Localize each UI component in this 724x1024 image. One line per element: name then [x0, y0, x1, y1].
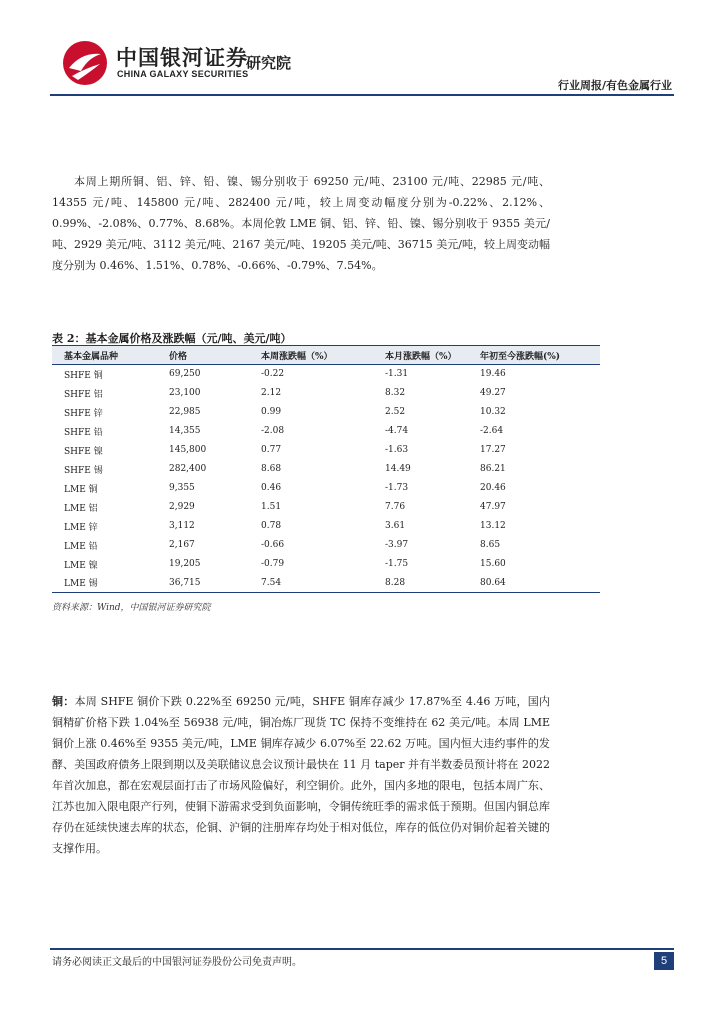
cell-monthly-change: 14.49 — [385, 464, 411, 474]
copper-text: 本周 SHFE 铜价下跌 0.22%至 69250 元/吨，SHFE 铜库存减少 17.87%至 4.46 万吨，国内铜精矿价格下跌 1.04%至 56938 元/吨，铜冶炼厂现货 TC 保持不变维持在 62 美元/吨。本周 LME 铜价上涨 0.46%至 9355 美元/吨，LME 铜库存减少 6.07%至 22.62 万吨。国内恒大违约事件的发酵、美国政府债务上限到期以及美联储议息会议预计最快在 11 月 taper 并有半数委员预计将在 2022 年首次加息，都在宏观层面打击了市场风险偏好，利空铜价。此外，国内多地的限电，包括本周广东、江苏也加入限电限产行列，使铜下游需求受到负面影响，令铜传统旺季的需求低于预期。但国内铜总库存仍在延续快速去库的状态，伦铜、沪铜的注册库存均处于相对低位，库存的低位仍对铜价起着关键的支撑作用。 — [52, 695, 550, 855]
table-row — [52, 479, 600, 498]
cell-weekly-change: 0.78 — [261, 521, 282, 531]
cell-ytd-change: 49.27 — [480, 388, 506, 398]
metals-price-table — [52, 345, 600, 593]
table-row — [52, 555, 600, 574]
cell-weekly-change: 0.99 — [261, 407, 282, 417]
cell-weekly-change: 7.54 — [261, 577, 282, 588]
cell-price: 3,112 — [169, 521, 195, 531]
cell-weekly-change: 0.77 — [261, 445, 282, 455]
cell-metal: SHFE 锡 — [64, 465, 103, 476]
cell-metal: LME 铜 — [64, 484, 98, 495]
cell-metal: SHFE 铜 — [64, 370, 103, 381]
page-header — [0, 0, 724, 100]
cell-price: 36,715 — [169, 577, 201, 588]
header-ytd-change: 年初至今涨跌幅(%) — [480, 351, 561, 362]
copper-lead: 铜： — [52, 695, 75, 708]
cell-metal: SHFE 镍 — [64, 446, 103, 457]
table-row — [52, 403, 600, 422]
cell-price: 282,400 — [169, 464, 207, 474]
cell-metal: LME 铅 — [64, 541, 98, 552]
cell-weekly-change: -2.08 — [261, 426, 285, 436]
cell-monthly-change: 3.61 — [385, 521, 406, 531]
cell-price: 19,205 — [169, 559, 201, 569]
cell-price: 22,985 — [169, 407, 201, 417]
cell-ytd-change: 80.64 — [480, 577, 506, 588]
cell-ytd-change: 8.65 — [480, 540, 501, 550]
cell-metal: SHFE 铅 — [64, 427, 103, 438]
table-row — [52, 574, 600, 593]
cell-monthly-change: -1.31 — [385, 369, 409, 380]
logo-research-label: 研究院 — [246, 54, 292, 72]
table-row — [52, 498, 600, 517]
cell-price: 145,800 — [169, 445, 207, 455]
cell-monthly-change: 7.76 — [385, 502, 406, 512]
cell-weekly-change: -0.79 — [261, 559, 285, 569]
company-logo — [60, 38, 320, 88]
header-monthly-change: 本月涨跌幅（%） — [385, 351, 457, 362]
report-category: 行业周报/有色金属行业 — [557, 79, 672, 92]
cell-monthly-change: -4.74 — [385, 426, 409, 436]
cell-price: 69,250 — [169, 369, 201, 380]
cell-monthly-change: -1.63 — [385, 445, 409, 455]
table-row — [52, 422, 600, 441]
cell-monthly-change: -3.97 — [385, 540, 409, 550]
cell-price: 2,929 — [169, 502, 195, 512]
cell-weekly-change: 0.46 — [261, 483, 282, 493]
cell-ytd-change: 19.46 — [480, 369, 506, 380]
header-divider — [50, 94, 674, 96]
table-row — [52, 365, 600, 384]
cell-monthly-change: -1.75 — [385, 559, 409, 569]
table-source: 资料来源：Wind，中国银河证券研究院 — [52, 603, 211, 613]
cell-weekly-change: -0.66 — [261, 540, 285, 550]
cell-monthly-change: 2.52 — [385, 407, 406, 417]
footer-divider — [50, 948, 674, 950]
cell-weekly-change: 1.51 — [261, 502, 282, 512]
cell-metal: SHFE 铝 — [64, 389, 103, 400]
header-weekly-change: 本周涨跌幅（%） — [261, 351, 333, 362]
cell-weekly-change: 8.68 — [261, 464, 282, 474]
cell-ytd-change: 10.32 — [480, 407, 506, 417]
cell-metal: LME 锡 — [64, 579, 98, 590]
cell-ytd-change: 17.27 — [480, 445, 506, 455]
cell-price: 9,355 — [169, 483, 195, 493]
page-number: 5 — [654, 952, 674, 970]
cell-weekly-change: 2.12 — [261, 388, 282, 398]
table-title: 表 2：基本金属价格及涨跌幅（元/吨、美元/吨） — [52, 332, 292, 345]
cell-metal: SHFE 锌 — [64, 408, 103, 419]
cell-price: 23,100 — [169, 388, 201, 398]
cell-ytd-change: 20.46 — [480, 483, 506, 493]
cell-metal: LME 铝 — [64, 503, 98, 514]
cell-ytd-change: 86.21 — [480, 464, 506, 474]
table-header-row — [52, 346, 600, 365]
cell-ytd-change: 47.97 — [480, 502, 506, 512]
table-row — [52, 441, 600, 460]
logo-chinese-name: 中国银河证券 — [116, 46, 248, 70]
summary-paragraph: 本周上期所铜、铝、锌、铅、镍、锡分别收于 69250 元/吨、23100 元/吨、22985 元/吨、14355 元/吨、145800 元/吨、282400 元/吨，较上周变动幅度分别为-0.22%、2.12%、0.99%、-2.08%、0.77%、8.68%。本周伦敦 LME 铜、铝、锌、铅、镍、锡分别收于 9355 美元/吨、2929 美元/吨、3112 美元/吨、2167 美元/吨、19205 美元/吨、36715 美元/吨，较上周变动幅度分别为 0.46%、1.51%、0.78%、-0.66%、-0.79%、7.54%。 — [52, 175, 550, 272]
table-row — [52, 384, 600, 403]
footer-disclaimer: 请务必阅读正文最后的中国银河证券股份公司免责声明。 — [52, 957, 302, 968]
galaxy-logo-icon — [60, 38, 110, 88]
cell-metal: LME 锌 — [64, 522, 98, 533]
cell-price: 14,355 — [169, 426, 201, 436]
cell-ytd-change: 13.12 — [480, 521, 506, 531]
cell-weekly-change: -0.22 — [261, 369, 285, 380]
table-row — [52, 517, 600, 536]
header-price: 价格 — [169, 351, 188, 362]
cell-ytd-change: -2.64 — [480, 426, 504, 436]
header-metal: 基本金属品种 — [64, 351, 119, 362]
table-row — [52, 460, 600, 479]
logo-english-name: CHINA GALAXY SECURITIES — [117, 69, 249, 79]
cell-metal: LME 镍 — [64, 560, 98, 571]
cell-monthly-change: 8.28 — [385, 577, 406, 588]
copper-paragraph — [52, 691, 550, 859]
table-row — [52, 536, 600, 555]
cell-monthly-change: 8.32 — [385, 388, 406, 398]
cell-price: 2,167 — [169, 540, 195, 550]
cell-monthly-change: -1.73 — [385, 483, 409, 493]
cell-ytd-change: 15.60 — [480, 559, 506, 569]
